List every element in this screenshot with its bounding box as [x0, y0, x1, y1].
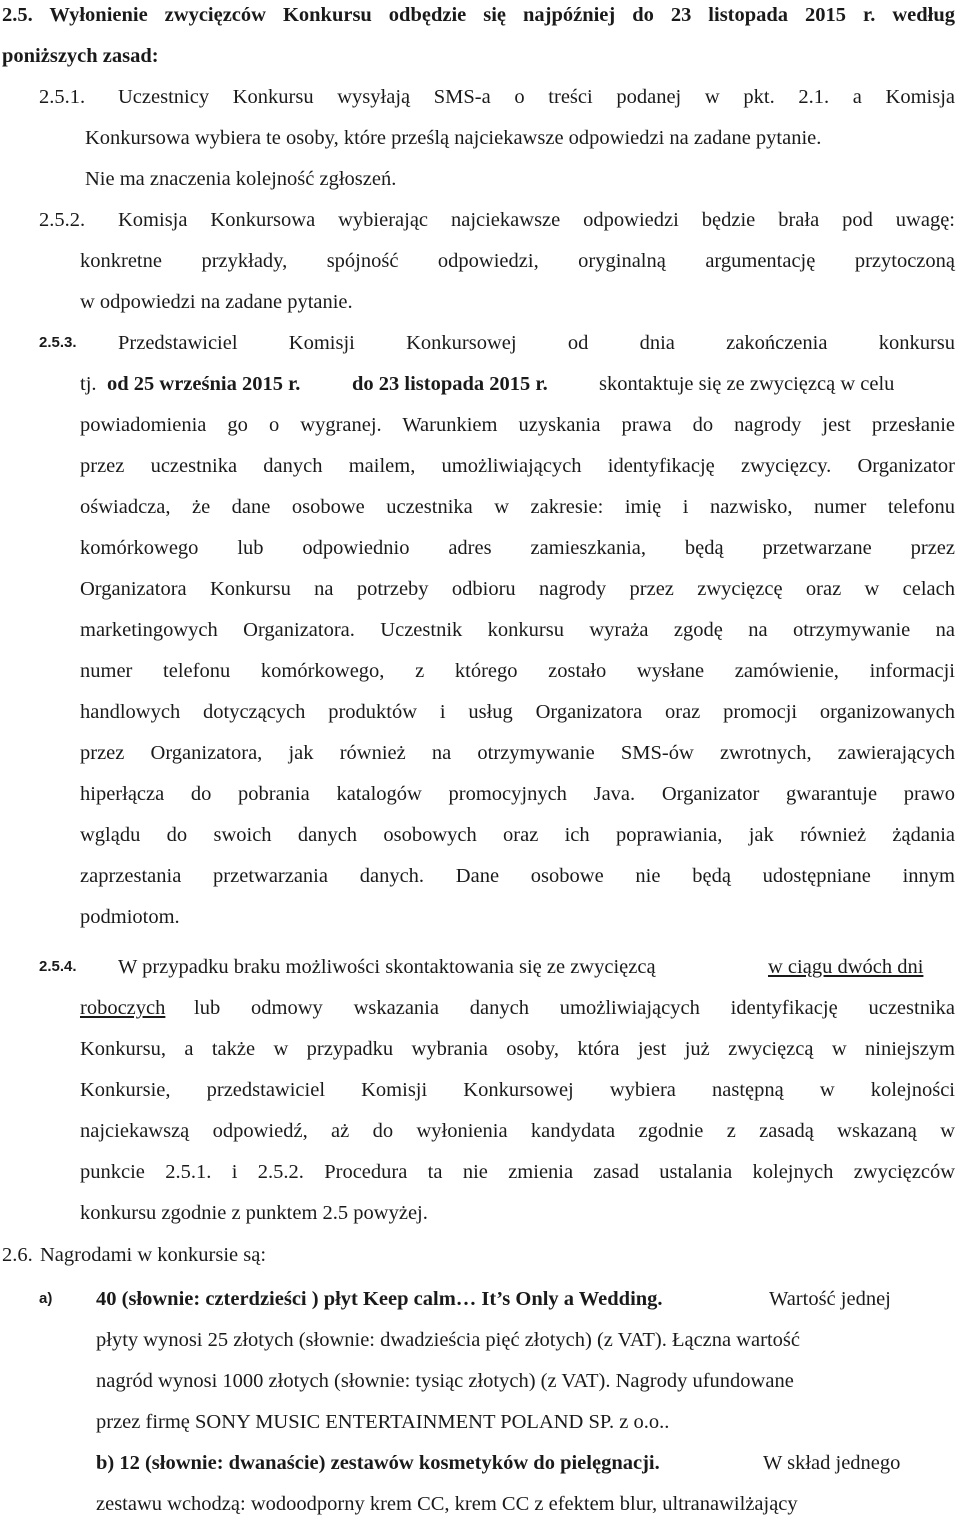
- deadline-underlined: roboczych: [80, 997, 166, 1019]
- point-2-5-4-line-3: [0, 1034, 960, 1075]
- point-2-5-2-line-2: [0, 246, 960, 287]
- point-2-5-3-text: numer telefonu komórkowego, z którego zostało wysłane zamówienie, informacji: [80, 660, 955, 682]
- point-2-5-4-text: Konkursie, przedstawiciel Komisji Konkursowej wybiera następną w kolejności: [80, 1079, 955, 1101]
- point-2-5-1-line-3: [0, 164, 960, 205]
- point-2-5-3-line-10: [0, 697, 960, 738]
- point-2-5-3-text: skontaktuje się ze zwycięzcą w celu: [599, 373, 895, 395]
- point-2-5-3-text: wglądu do swoich danych osobowych oraz ich poprawiania, jak również żądania: [80, 824, 955, 846]
- deadline-underlined: w ciągu dwóch dni: [768, 956, 924, 978]
- point-2-5-3-line-4: [0, 451, 960, 492]
- section-2-6-line: [0, 1240, 960, 1281]
- prize-a-text: płyty wynosi 25 złotych (słownie: dwadzieścia pięć złotych) (z VAT). Łączna wartość: [96, 1329, 800, 1351]
- point-2-5-1-line-2: [0, 123, 960, 164]
- point-2-5-3-text: podmiotom.: [80, 906, 180, 928]
- point-2-5-3-line-2: [0, 369, 960, 410]
- point-2-5-4-text: Konkursu, a także w przypadku wybrania osoby, która jest już zwycięzcą w niniejszym: [80, 1038, 955, 1060]
- point-2-5-3-line-1: [0, 328, 960, 369]
- date-end: do 23 listopada 2015 r.: [352, 373, 548, 395]
- point-2-5-3-text: przez Organizatora, jak również na otrzymywanie SMS-ów zwrotnych, zawierających: [80, 742, 955, 764]
- section-2-5-line-1: [0, 0, 960, 41]
- point-2-5-3-text: powiadomienia go o wygranej. Warunkiem uzyskania prawa do nagrody jest przesłanie: [80, 414, 955, 436]
- point-2-5-3-text: oświadcza, że dane osobowe uczestnika w zakresie: imię i nazwisko, numer telefonu: [80, 496, 955, 518]
- point-2-5-3-line-9: [0, 656, 960, 697]
- section-2-6-title: Nagrodami w konkursie są:: [40, 1244, 267, 1266]
- point-2-5-4-line-7: [0, 1198, 960, 1239]
- prize-b-title: b) 12 (słownie: dwanaście) zestawów kosmetyków do pielęgnacji.: [96, 1452, 660, 1474]
- point-2-5-3-text: zaprzestania przetwarzania danych. Dane osobowe nie będą udostępniane innym: [80, 865, 955, 887]
- point-2-5-4-text: lub odmowy wskazania danych umożliwiających identyfikację uczestnika: [194, 997, 955, 1019]
- prize-b-text: zestawu wchodzą: wodoodporny krem CC, krem CC z efektem blur, ultranawilżający: [96, 1493, 798, 1515]
- prize-a-title: 40 (słownie: czterdzieści ) płyt Keep calm… It’s Only a Wedding.: [96, 1288, 663, 1310]
- point-2-5-3-line-14: [0, 861, 960, 902]
- point-2-5-3-line-6: [0, 533, 960, 574]
- point-2-5-3-text: Organizatora Konkursu na potrzeby odbioru nagrody przez zwycięzcę oraz w celach: [80, 578, 955, 600]
- prize-b-text: W skład jednego: [763, 1452, 901, 1474]
- point-2-5-3-line-7: [0, 574, 960, 615]
- point-2-5-2-line-1: [0, 205, 960, 246]
- point-2-5-4-line-5: [0, 1116, 960, 1157]
- point-2-5-3-text: marketingowych Organizatora. Uczestnik konkursu wyraża zgodę na otrzymywanie na: [80, 619, 955, 641]
- point-2-5-1-text: Nie ma znaczenia kolejność zgłoszeń.: [85, 168, 397, 190]
- point-2-5-2-text: konkretne przykłady, spójność odpowiedzi, oryginalną argumentację przytoczoną: [80, 250, 955, 272]
- prize-b-line-2: [0, 1489, 960, 1530]
- point-2-5-4-text: konkursu zgodnie z punktem 2.5 powyżej.: [80, 1202, 428, 1224]
- point-2-5-3-line-3: [0, 410, 960, 451]
- prize-a-text: Wartość jednej: [769, 1288, 891, 1310]
- point-2-5-4-text: najciekawszą odpowiedź, aż do wyłonienia kandydata zgodnie z zasadą wskazaną w: [80, 1120, 955, 1142]
- point-2-5-3-line-5: [0, 492, 960, 533]
- point-2-5-3-line-12: [0, 779, 960, 820]
- point-2-5-3-text: handlowych dotyczących produktów i usług Organizatora oraz promocji organizowanych: [80, 701, 955, 723]
- point-2-5-4-line-6: [0, 1157, 960, 1198]
- point-2-5-2-text: Komisja Konkursowa wybierając najciekawsze odpowiedzi będzie brała pod uwagę:: [118, 209, 955, 231]
- prize-a-text: przez firmę SONY MUSIC ENTERTAINMENT POLAND SP. z o.o..: [96, 1411, 670, 1433]
- point-2-5-4-line-4: [0, 1075, 960, 1116]
- point-2-5-3-text: hiperłącza do pobrania katalogów promocyjnych Java. Organizator gwarantuje prawo: [80, 783, 955, 805]
- point-2-5-3-text: komórkowego lub odpowiednio adres zamieszkania, będą przetwarzane przez: [80, 537, 955, 559]
- point-2-5-1-number: 2.5.1.: [39, 86, 86, 108]
- prize-a-text: nagród wynosi 1000 złotych (słownie: tysiąc złotych) (z VAT). Nagrody ufundowane: [96, 1370, 794, 1392]
- point-2-5-4-text: punkcie 2.5.1. i 2.5.2. Procedura ta nie zmienia zasad ustalania kolejnych zwycięzców: [80, 1161, 955, 1183]
- point-2-5-1-text: Konkursowa wybiera te osoby, które prześlą najciekawsze odpowiedzi na zadane pytanie.: [85, 127, 822, 149]
- point-2-5-3-line-15: [0, 902, 960, 943]
- point-2-5-3-text: tj.: [80, 373, 97, 395]
- point-2-5-2-line-3: [0, 287, 960, 328]
- prize-a-line-4: [0, 1407, 960, 1448]
- point-2-5-4-number: 2.5.4.: [39, 958, 77, 975]
- prize-a-label: a): [39, 1290, 53, 1307]
- point-2-5-1-text: Uczestnicy Konkursu wysyłają SMS-a o treści podanej w pkt. 2.1. a Komisja: [118, 86, 955, 108]
- date-start: od 25 września 2015 r.: [107, 373, 301, 395]
- section-2-6-number: 2.6.: [2, 1244, 33, 1266]
- point-2-5-3-text: przez uczestnika danych mailem, umożliwiających identyfikację zwycięzcy. Organizator: [80, 455, 955, 477]
- point-2-5-3-line-8: [0, 615, 960, 656]
- section-2-5-heading-cont: poniższych zasad:: [2, 45, 159, 67]
- point-2-5-3-text: Przedstawiciel Komisji Konkursowej od dnia zakończenia konkursu: [118, 332, 955, 354]
- section-2-5-line-2: [0, 41, 960, 82]
- point-2-5-4-line-2: [0, 993, 960, 1034]
- prize-a-line-3: [0, 1366, 960, 1407]
- prize-b-line-1: [0, 1448, 960, 1489]
- point-2-5-4-text: W przypadku braku możliwości skontaktowania się ze zwycięzcą: [118, 956, 656, 978]
- point-2-5-3-number: 2.5.3.: [39, 334, 77, 351]
- point-2-5-3-line-13: [0, 820, 960, 861]
- point-2-5-2-number: 2.5.2.: [39, 209, 86, 231]
- point-2-5-1-line-1: [0, 82, 960, 123]
- point-2-5-2-text: w odpowiedzi na zadane pytanie.: [80, 291, 353, 313]
- prize-a-line-1: [0, 1284, 960, 1325]
- prize-a-line-2: [0, 1325, 960, 1366]
- section-2-5-heading: 2.5. Wyłonienie zwycięzców Konkursu odbędzie się najpóźniej do 23 listopada 2015 r. według: [2, 4, 955, 26]
- point-2-5-4-line-1: [0, 952, 960, 993]
- point-2-5-3-line-11: [0, 738, 960, 779]
